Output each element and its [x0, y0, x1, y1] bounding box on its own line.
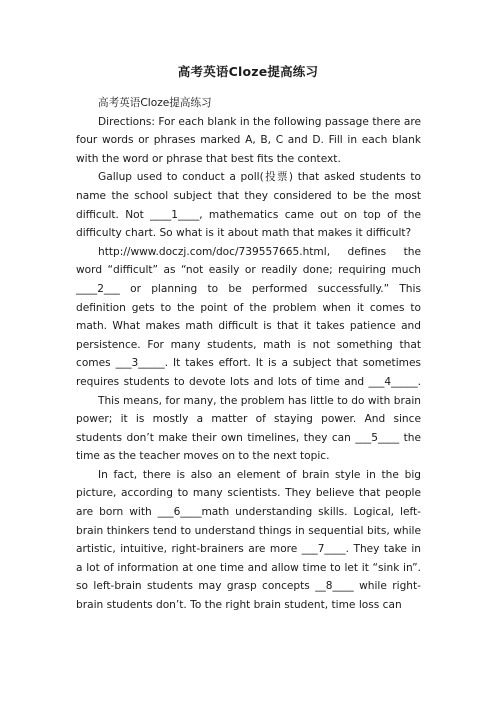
paragraph-gallup: Gallup used to conduct a poll(投票) that asked students to name the school subject that they considered to be the most difficult. Not ____1____, mathematics came out on top of the difficulty chart. So what is it about math that makes it difficult?	[76, 171, 421, 240]
paragraph-brain-style: In fact, there is also an element of brain style in the big picture, according to many scientists. They believe that people are born with ___6____math understanding skills. Logical, left-brain thinkers tend to understand things in sequential bits, while artistic, intuitive, right-brainers are more ___7____. They take in a lot of information at one time and allow time to let it “sink in”. so left-brain students may grasp concepts __8____ while right-brain students don’t. To the right brain student, time loss can	[76, 468, 421, 612]
paragraph-definition: http://www.doczj.com/doc/739557665.html, defines the word “difficult” as “not easily or readily done; requiring much ____2___ or planning to be performed successfully.” This definition gets to the point of the problem when it comes to math. What makes math difficult is that it takes patience and persistence. For many students, math is not something that comes ___3_____. It takes effort. It is a subject that sometimes requires students to devote lots and lots of time and ___4_____.	[76, 245, 421, 388]
directions-paragraph: Directions: For each blank in the following passage there are four words or phrases marked A, B, C and D. Fill in each blank with the word or phrase that best fits the context.	[76, 115, 421, 165]
document-body	[76, 94, 421, 615]
subtitle-paragraph: 高考英语Cloze提高练习	[98, 97, 212, 109]
document-title: 高考英语Cloze提高练习	[177, 64, 319, 79]
paragraph-staying-power: This means, for many, the problem has little to do with brain power; it is mostly a matter of staying power. And since students don’t make their own timelines, they can ___5____ the time as the teacher moves on to the next topic.	[76, 394, 421, 463]
